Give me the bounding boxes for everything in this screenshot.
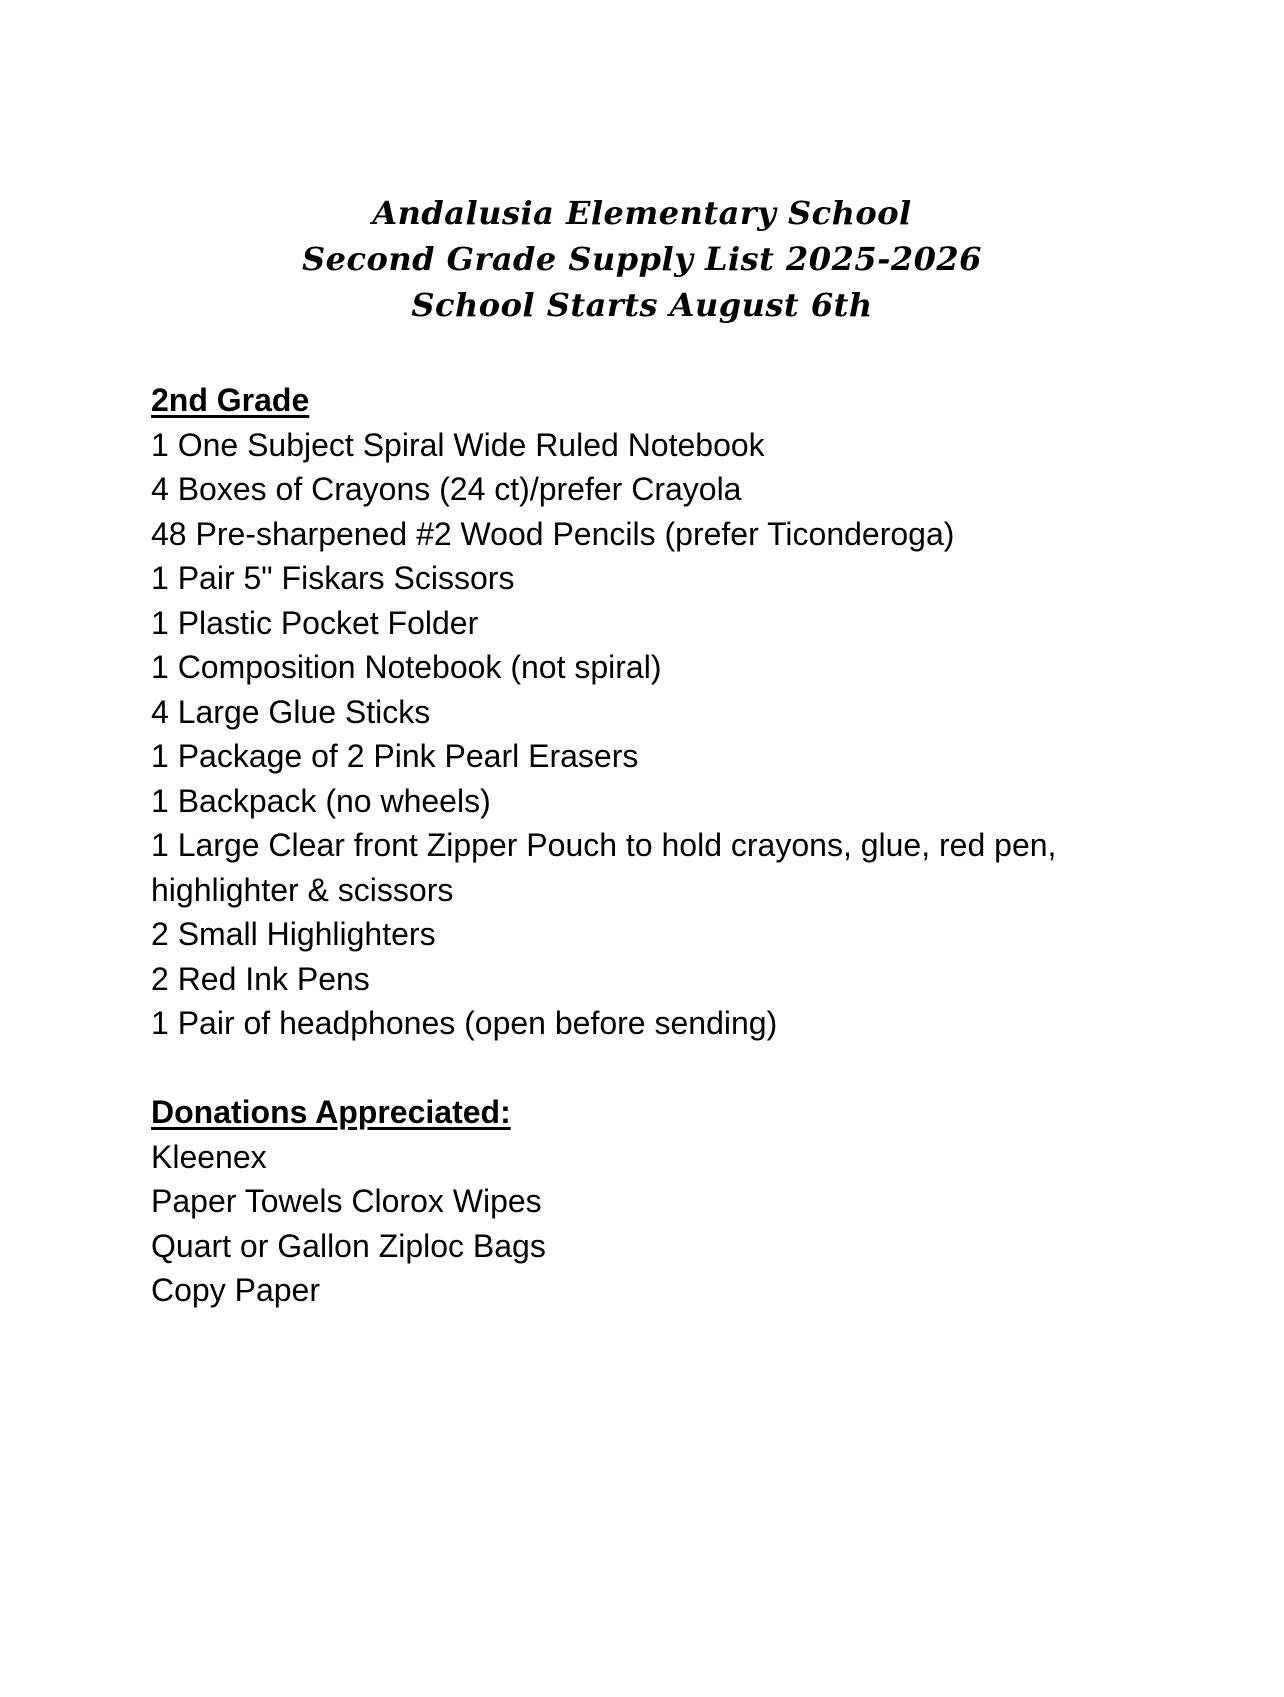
- donation-list: [151, 1135, 1151, 1313]
- list-item: 2 Red Ink Pens: [151, 960, 370, 997]
- document-title: [0, 190, 1284, 328]
- list-item: 1 Large Clear front Zipper Pouch to hold crayons, glue, red pen, highlighter & scissors: [151, 827, 1057, 908]
- list-item: Paper Towels Clorox Wipes: [151, 1183, 542, 1219]
- list-item: 1 Backpack (no wheels): [151, 782, 491, 819]
- list-item: 4 Boxes of Crayons (24 ct)/prefer Crayola: [151, 471, 742, 507]
- list-item: 1 Pair 5" Fiskars Scissors: [151, 560, 515, 596]
- supplies-heading: 2nd Grade: [151, 382, 310, 418]
- list-title: Second Grade Supply List 2025-2026: [302, 240, 982, 278]
- start-date: School Starts August 6th: [411, 286, 873, 324]
- list-item: 48 Pre-sharpened #2 Wood Pencils (prefer Ticonderoga): [151, 515, 955, 552]
- list-item: 1 Pair of headphones (open before sending): [151, 1005, 778, 1041]
- supply-list: [151, 423, 1151, 1046]
- list-item: 1 Plastic Pocket Folder: [151, 604, 479, 641]
- list-item: 1 Package of 2 Pink Pearl Erasers: [151, 738, 639, 774]
- list-item: 4 Large Glue Sticks: [151, 693, 431, 730]
- list-item: Copy Paper: [151, 1272, 320, 1308]
- document-body: [151, 378, 1151, 1313]
- school-name: Andalusia Elementary School: [372, 194, 912, 232]
- list-item: 2 Small Highlighters: [151, 916, 436, 952]
- list-item: Kleenex: [151, 1138, 267, 1175]
- list-item: 1 Composition Notebook (not spiral): [151, 649, 662, 685]
- section-spacer: [151, 1046, 1151, 1091]
- donations-heading: Donations Appreciated:: [151, 1094, 511, 1130]
- list-item: Quart or Gallon Ziploc Bags: [151, 1227, 546, 1264]
- list-item: 1 One Subject Spiral Wide Ruled Notebook: [151, 426, 765, 463]
